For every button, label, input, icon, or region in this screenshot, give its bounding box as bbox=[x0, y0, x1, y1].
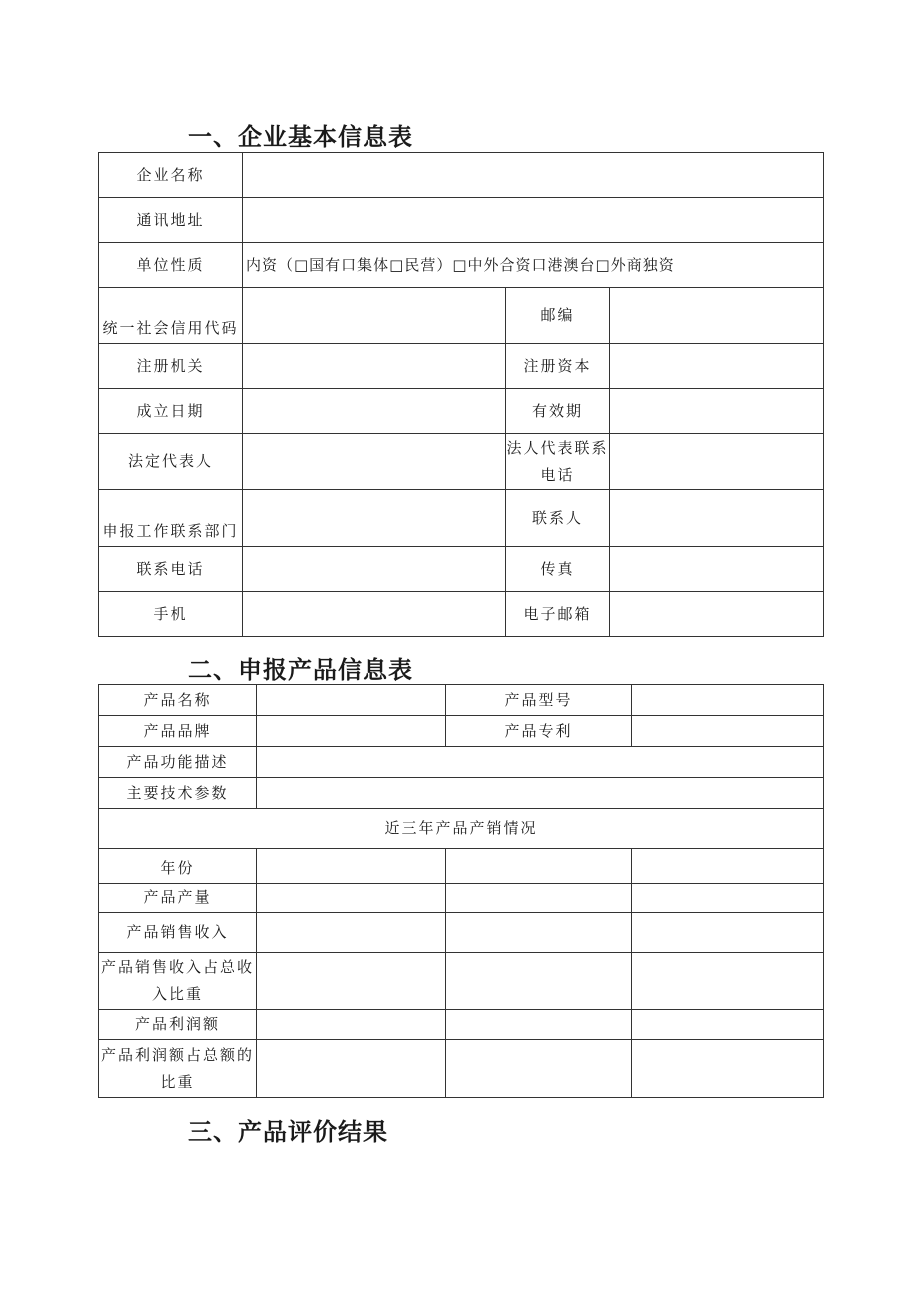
address-label: 通讯地址 bbox=[99, 198, 243, 243]
product-model-input[interactable] bbox=[632, 685, 824, 716]
sales-revenue-cell[interactable] bbox=[632, 913, 824, 953]
tech-params-input[interactable] bbox=[257, 778, 824, 809]
legal-rep-phone-input[interactable] bbox=[610, 434, 824, 490]
mobile-label: 手机 bbox=[99, 592, 243, 637]
validity-input[interactable] bbox=[610, 389, 824, 434]
phone-label: 联系电话 bbox=[99, 547, 243, 592]
company-info-table bbox=[98, 152, 824, 637]
sales-revenue-cell[interactable] bbox=[257, 913, 446, 953]
contact-dept-label: 申报工作联系部门 bbox=[99, 490, 243, 547]
output-cell[interactable] bbox=[446, 884, 632, 913]
section1-title: 一、企业基本信息表 bbox=[188, 123, 413, 151]
contact-person-input[interactable] bbox=[610, 490, 824, 547]
profit-ratio-label: 产品利润额占总额的比重 bbox=[99, 1040, 257, 1098]
email-label: 电子邮箱 bbox=[506, 592, 610, 637]
profit-label: 产品利润额 bbox=[99, 1010, 257, 1040]
nature-label: 单位性质 bbox=[99, 243, 243, 288]
sales-revenue-label: 产品销售收入 bbox=[99, 913, 257, 953]
fax-label: 传真 bbox=[506, 547, 610, 592]
reg-authority-label: 注册机关 bbox=[99, 344, 243, 389]
year-cell[interactable] bbox=[632, 849, 824, 884]
fax-input[interactable] bbox=[610, 547, 824, 592]
postcode-input[interactable] bbox=[610, 288, 824, 344]
profit-cell[interactable] bbox=[446, 1010, 632, 1040]
output-cell[interactable] bbox=[257, 884, 446, 913]
company-name-label: 企业名称 bbox=[99, 153, 243, 198]
function-label: 产品功能描述 bbox=[99, 747, 257, 778]
function-input[interactable] bbox=[257, 747, 824, 778]
sales-ratio-cell[interactable] bbox=[257, 953, 446, 1010]
profit-ratio-cell[interactable] bbox=[632, 1040, 824, 1098]
product-name-input[interactable] bbox=[257, 685, 446, 716]
product-model-label: 产品型号 bbox=[446, 685, 632, 716]
mobile-input[interactable] bbox=[243, 592, 506, 637]
legal-rep-label: 法定代表人 bbox=[99, 434, 243, 490]
year-label: 年份 bbox=[99, 849, 257, 884]
profit-ratio-cell[interactable] bbox=[257, 1040, 446, 1098]
company-name-input[interactable] bbox=[243, 153, 824, 198]
address-input[interactable] bbox=[243, 198, 824, 243]
contact-dept-input[interactable] bbox=[243, 490, 506, 547]
nature-options[interactable]: 内资（□国有口集体□民营）□中外合资口港澳台□外商独资 bbox=[243, 243, 824, 288]
legal-rep-input[interactable] bbox=[243, 434, 506, 490]
year-cell[interactable] bbox=[446, 849, 632, 884]
credit-code-label: 统一社会信用代码 bbox=[99, 288, 243, 344]
validity-label: 有效期 bbox=[506, 389, 610, 434]
reg-capital-label: 注册资本 bbox=[506, 344, 610, 389]
sales-revenue-cell[interactable] bbox=[446, 913, 632, 953]
contact-person-label: 联系人 bbox=[506, 490, 610, 547]
sales-ratio-cell[interactable] bbox=[446, 953, 632, 1010]
reg-authority-input[interactable] bbox=[243, 344, 506, 389]
product-name-label: 产品名称 bbox=[99, 685, 257, 716]
legal-rep-phone-label: 法人代表联系电话 bbox=[506, 434, 610, 490]
sales-header: 近三年产品产销情况 bbox=[99, 809, 824, 849]
product-info-table bbox=[98, 684, 824, 1098]
profit-cell[interactable] bbox=[257, 1010, 446, 1040]
email-input[interactable] bbox=[610, 592, 824, 637]
section2-title: 二、申报产品信息表 bbox=[188, 656, 413, 684]
sales-ratio-label: 产品销售收入占总收入比重 bbox=[99, 953, 257, 1010]
founded-input[interactable] bbox=[243, 389, 506, 434]
postcode-label: 邮编 bbox=[506, 288, 610, 344]
profit-ratio-cell[interactable] bbox=[446, 1040, 632, 1098]
product-brand-label: 产品品牌 bbox=[99, 716, 257, 747]
product-patent-input[interactable] bbox=[632, 716, 824, 747]
product-brand-input[interactable] bbox=[257, 716, 446, 747]
profit-cell[interactable] bbox=[632, 1010, 824, 1040]
founded-label: 成立日期 bbox=[99, 389, 243, 434]
output-cell[interactable] bbox=[632, 884, 824, 913]
year-cell[interactable] bbox=[257, 849, 446, 884]
credit-code-input[interactable] bbox=[243, 288, 506, 344]
phone-input[interactable] bbox=[243, 547, 506, 592]
tech-params-label: 主要技术参数 bbox=[99, 778, 257, 809]
sales-ratio-cell[interactable] bbox=[632, 953, 824, 1010]
section3-title: 三、产品评价结果 bbox=[188, 1118, 388, 1146]
reg-capital-input[interactable] bbox=[610, 344, 824, 389]
output-label: 产品产量 bbox=[99, 884, 257, 913]
product-patent-label: 产品专利 bbox=[446, 716, 632, 747]
